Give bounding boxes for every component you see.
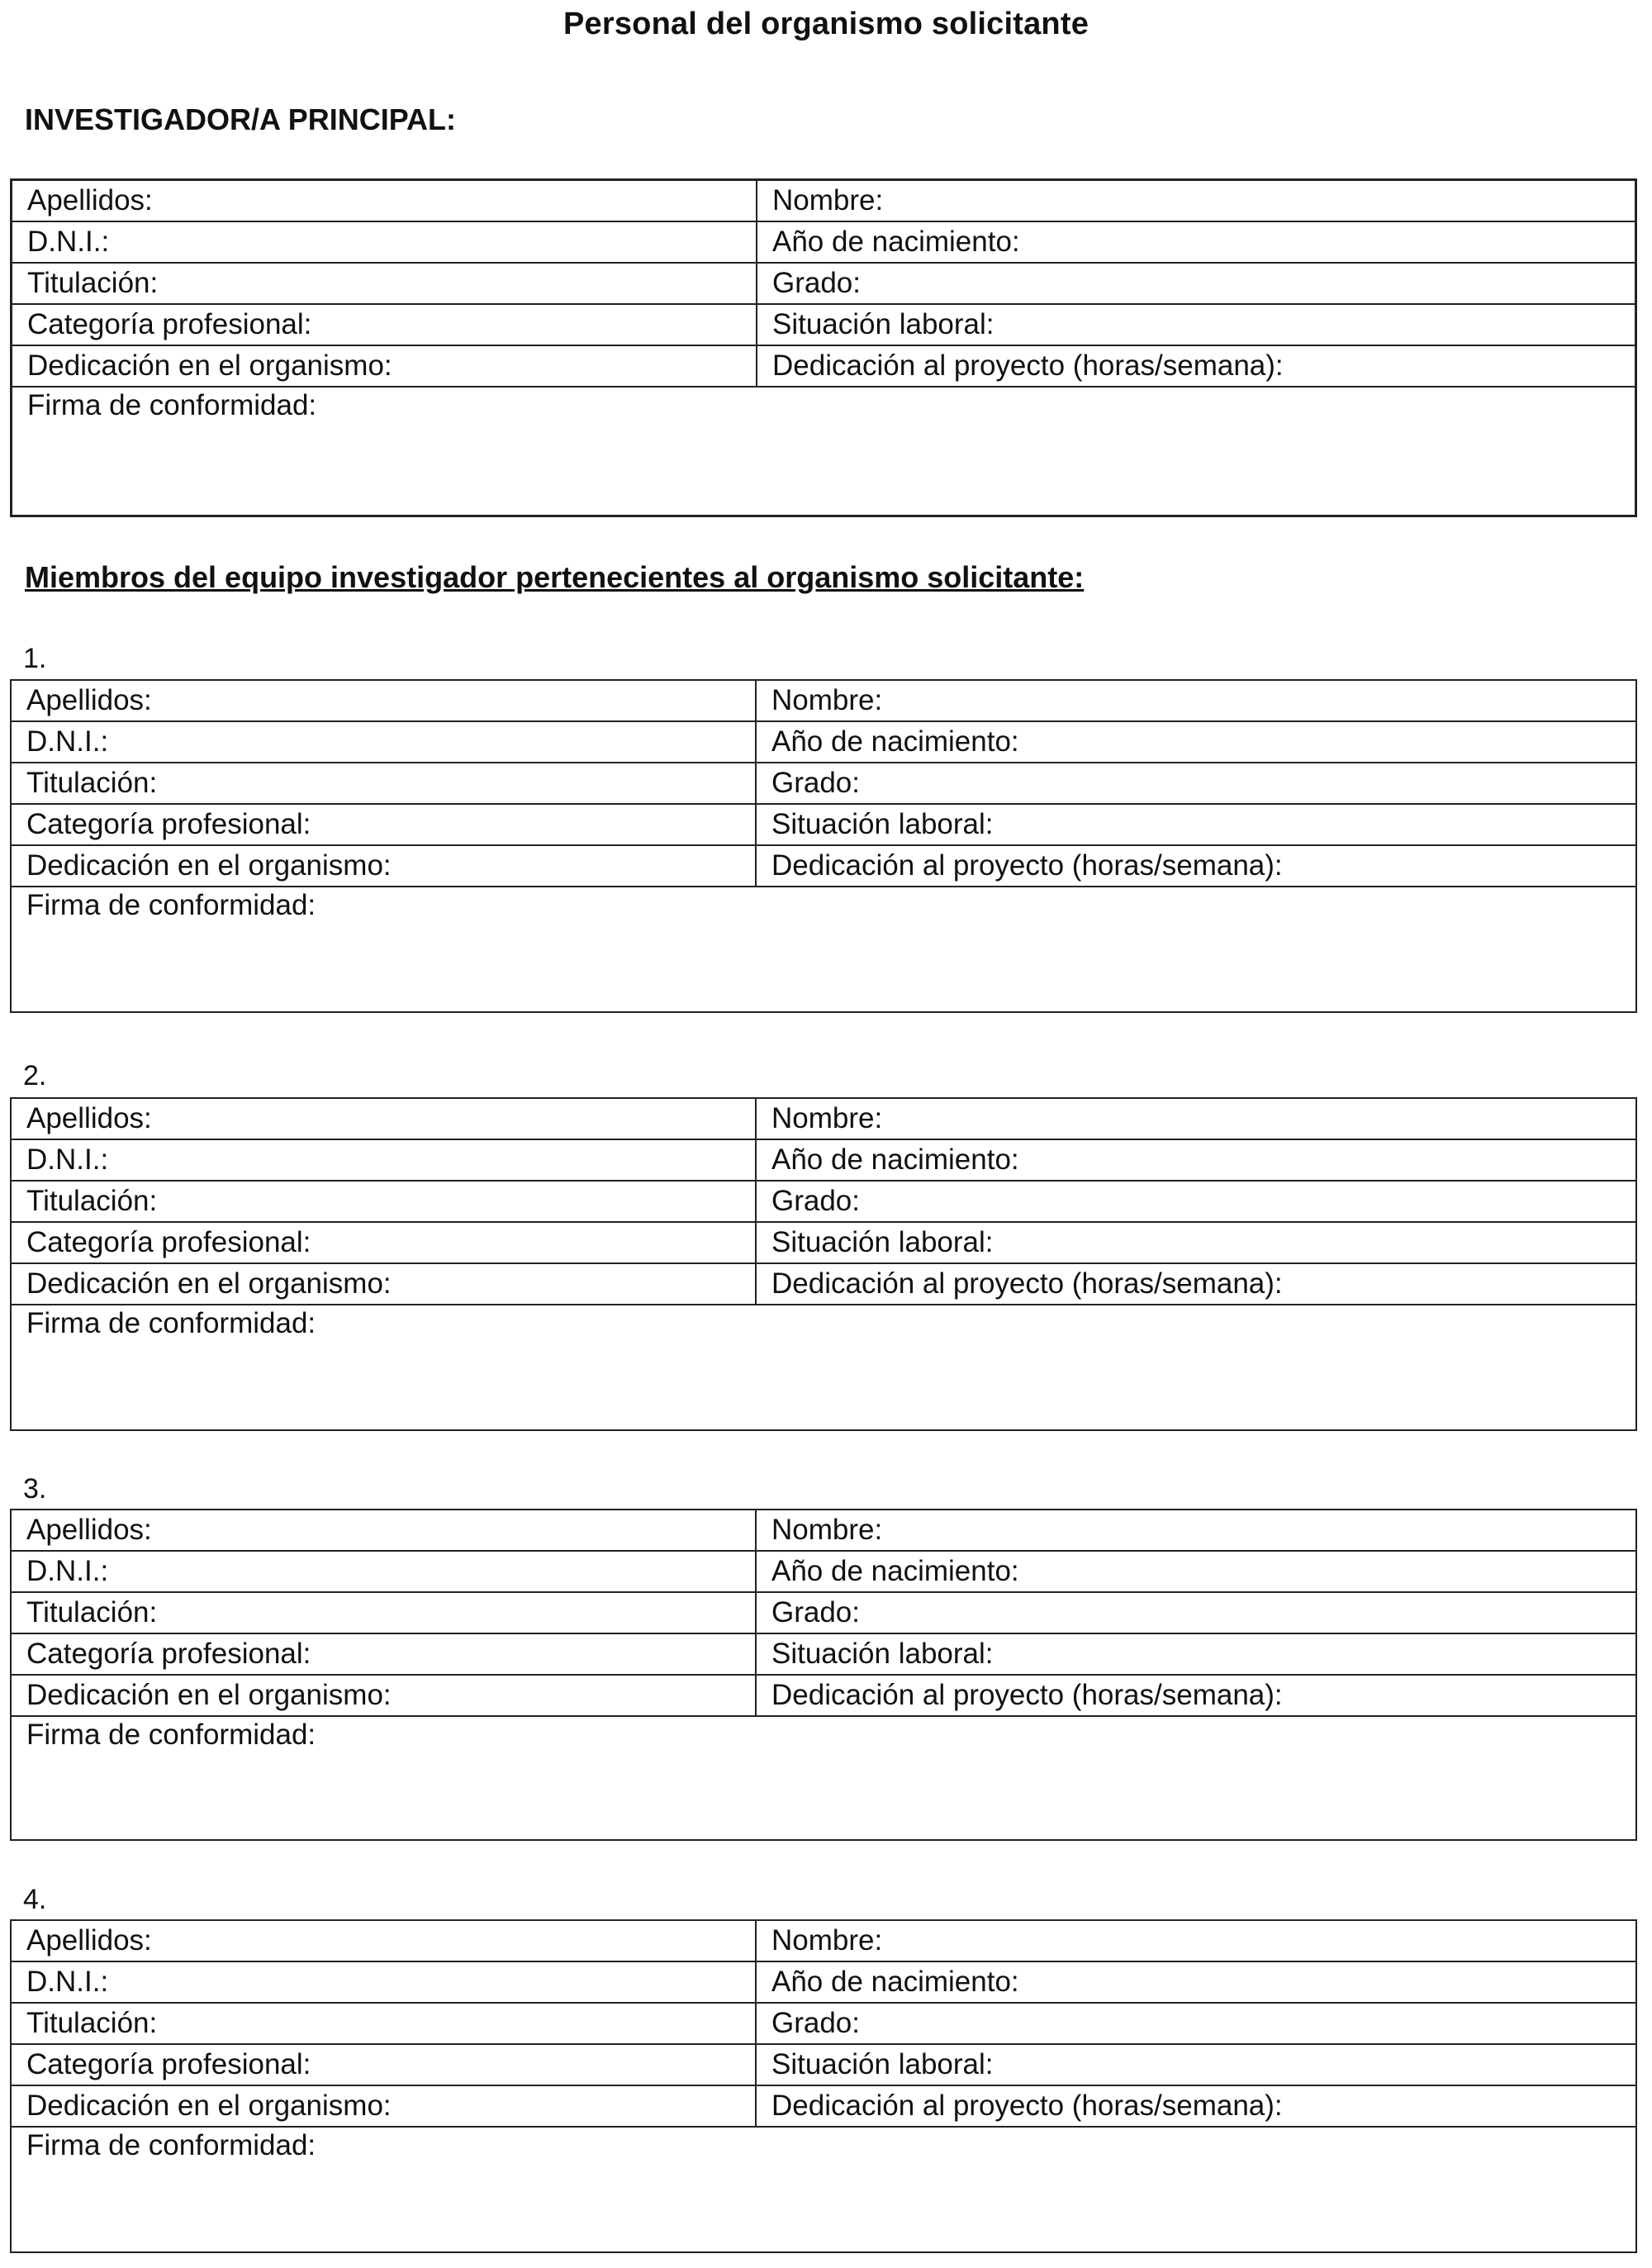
apellidos-field[interactable]: Apellidos: — [12, 1510, 757, 1550]
form-row — [12, 2004, 1635, 2045]
apellidos-field[interactable]: Apellidos: — [12, 1099, 757, 1139]
dedicacion-organismo-field[interactable]: Dedicación en el organismo: — [12, 2086, 757, 2126]
form-row — [12, 2045, 1635, 2086]
firma-field[interactable]: Firma de conformidad: — [26, 1307, 316, 1339]
member-number-1: 1. — [23, 643, 47, 674]
dni-field[interactable]: D.N.I.: — [12, 722, 757, 762]
member-form-3 — [10, 1509, 1637, 1841]
form-row — [12, 181, 1635, 222]
categoria-field[interactable]: Categoría profesional: — [12, 1634, 757, 1674]
titulacion-field[interactable]: Titulación: — [12, 1182, 757, 1221]
ano-nacimiento-field[interactable]: Año de nacimiento: — [771, 725, 1019, 758]
member-number-2: 2. — [23, 1060, 47, 1091]
titulacion-field[interactable]: Titulación: — [12, 264, 757, 303]
apellidos-field[interactable]: Apellidos: — [12, 681, 757, 720]
dedicacion-organismo-field[interactable]: Dedicación en el organismo: — [12, 1264, 757, 1304]
form-row — [12, 1593, 1635, 1634]
situacion-field[interactable]: Situación laboral: — [771, 2048, 994, 2080]
situacion-field[interactable]: Situación laboral: — [771, 1226, 994, 1258]
form-row — [12, 1182, 1635, 1223]
firma-field[interactable]: Firma de conformidad: — [26, 1719, 316, 1751]
members-title: Miembros del equipo investigador pertenecientes al organismo solicitante: — [25, 560, 1085, 594]
dedicacion-proyecto-field[interactable]: Dedicación al proyecto (horas/semana): — [771, 2090, 1283, 2122]
form-row — [12, 1264, 1635, 1305]
dni-field[interactable]: D.N.I.: — [12, 1962, 757, 2002]
ano-nacimiento-field[interactable]: Año de nacimiento: — [771, 1966, 1019, 1998]
nombre-field[interactable]: Nombre: — [772, 184, 884, 216]
grado-field[interactable]: Grado: — [772, 267, 861, 299]
situacion-field[interactable]: Situación laboral: — [771, 808, 994, 840]
form-row — [12, 1962, 1635, 2004]
grado-field[interactable]: Grado: — [771, 1596, 860, 1628]
dedicacion-proyecto-field[interactable]: Dedicación al proyecto (horas/semana): — [771, 849, 1283, 882]
grado-field[interactable]: Grado: — [771, 2007, 860, 2039]
dni-field[interactable]: D.N.I.: — [12, 1552, 757, 1591]
principal-form — [10, 178, 1637, 517]
page-title: Personal del organismo solicitante — [563, 7, 1089, 41]
form-row — [12, 763, 1635, 805]
form-row — [12, 1676, 1635, 1717]
categoria-field[interactable]: Categoría profesional: — [12, 805, 757, 844]
form-row — [12, 1921, 1635, 1962]
form-row — [12, 846, 1635, 887]
titulacion-field[interactable]: Titulación: — [12, 1593, 757, 1633]
member-number-3: 3. — [23, 1473, 47, 1505]
form-row — [12, 805, 1635, 846]
nombre-field[interactable]: Nombre: — [771, 684, 883, 716]
apellidos-field[interactable]: Apellidos: — [12, 181, 757, 221]
dedicacion-proyecto-field[interactable]: Dedicación al proyecto (horas/semana): — [771, 1679, 1283, 1711]
dedicacion-organismo-field[interactable]: Dedicación en el organismo: — [12, 346, 757, 386]
principal-title: INVESTIGADOR/A PRINCIPAL: — [25, 102, 457, 136]
form-row — [12, 722, 1635, 763]
categoria-field[interactable]: Categoría profesional: — [12, 305, 757, 345]
form-row — [12, 1140, 1635, 1182]
member-form-2 — [10, 1097, 1637, 1431]
form-row — [12, 1510, 1635, 1552]
dedicacion-proyecto-field[interactable]: Dedicación al proyecto (horas/semana): — [771, 1267, 1283, 1300]
form-row — [12, 681, 1635, 722]
form-row — [12, 305, 1635, 346]
form-row — [12, 264, 1635, 305]
form-row — [12, 222, 1635, 264]
apellidos-field[interactable]: Apellidos: — [12, 1921, 757, 1961]
titulacion-field[interactable]: Titulación: — [12, 763, 757, 803]
ano-nacimiento-field[interactable]: Año de nacimiento: — [771, 1144, 1019, 1176]
categoria-field[interactable]: Categoría profesional: — [12, 1223, 757, 1262]
grado-field[interactable]: Grado: — [771, 767, 860, 799]
form-row — [12, 1634, 1635, 1676]
member-form-4 — [10, 1919, 1637, 2253]
titulacion-field[interactable]: Titulación: — [12, 2004, 757, 2043]
firma-field[interactable]: Firma de conformidad: — [26, 889, 316, 921]
firma-field[interactable]: Firma de conformidad: — [27, 389, 317, 421]
form-row — [12, 1099, 1635, 1140]
dedicacion-organismo-field[interactable]: Dedicación en el organismo: — [12, 1676, 757, 1715]
form-row — [12, 346, 1635, 388]
firma-field[interactable]: Firma de conformidad: — [26, 2129, 316, 2161]
situacion-field[interactable]: Situación laboral: — [772, 308, 995, 340]
ano-nacimiento-field[interactable]: Año de nacimiento: — [771, 1555, 1019, 1587]
nombre-field[interactable]: Nombre: — [771, 1514, 883, 1546]
nombre-field[interactable]: Nombre: — [771, 1102, 883, 1134]
situacion-field[interactable]: Situación laboral: — [771, 1638, 994, 1670]
form-row — [12, 1552, 1635, 1593]
ano-nacimiento-field[interactable]: Año de nacimiento: — [772, 226, 1020, 258]
grado-field[interactable]: Grado: — [771, 1185, 860, 1217]
member-form-1 — [10, 679, 1637, 1013]
dedicacion-proyecto-field[interactable]: Dedicación al proyecto (horas/semana): — [772, 349, 1284, 382]
dni-field[interactable]: D.N.I.: — [12, 222, 757, 262]
form-row — [12, 2086, 1635, 2128]
dedicacion-organismo-field[interactable]: Dedicación en el organismo: — [12, 846, 757, 886]
nombre-field[interactable]: Nombre: — [771, 1924, 883, 1957]
form-row — [12, 1223, 1635, 1264]
member-number-4: 4. — [23, 1884, 47, 1915]
dni-field[interactable]: D.N.I.: — [12, 1140, 757, 1180]
categoria-field[interactable]: Categoría profesional: — [12, 2045, 757, 2085]
